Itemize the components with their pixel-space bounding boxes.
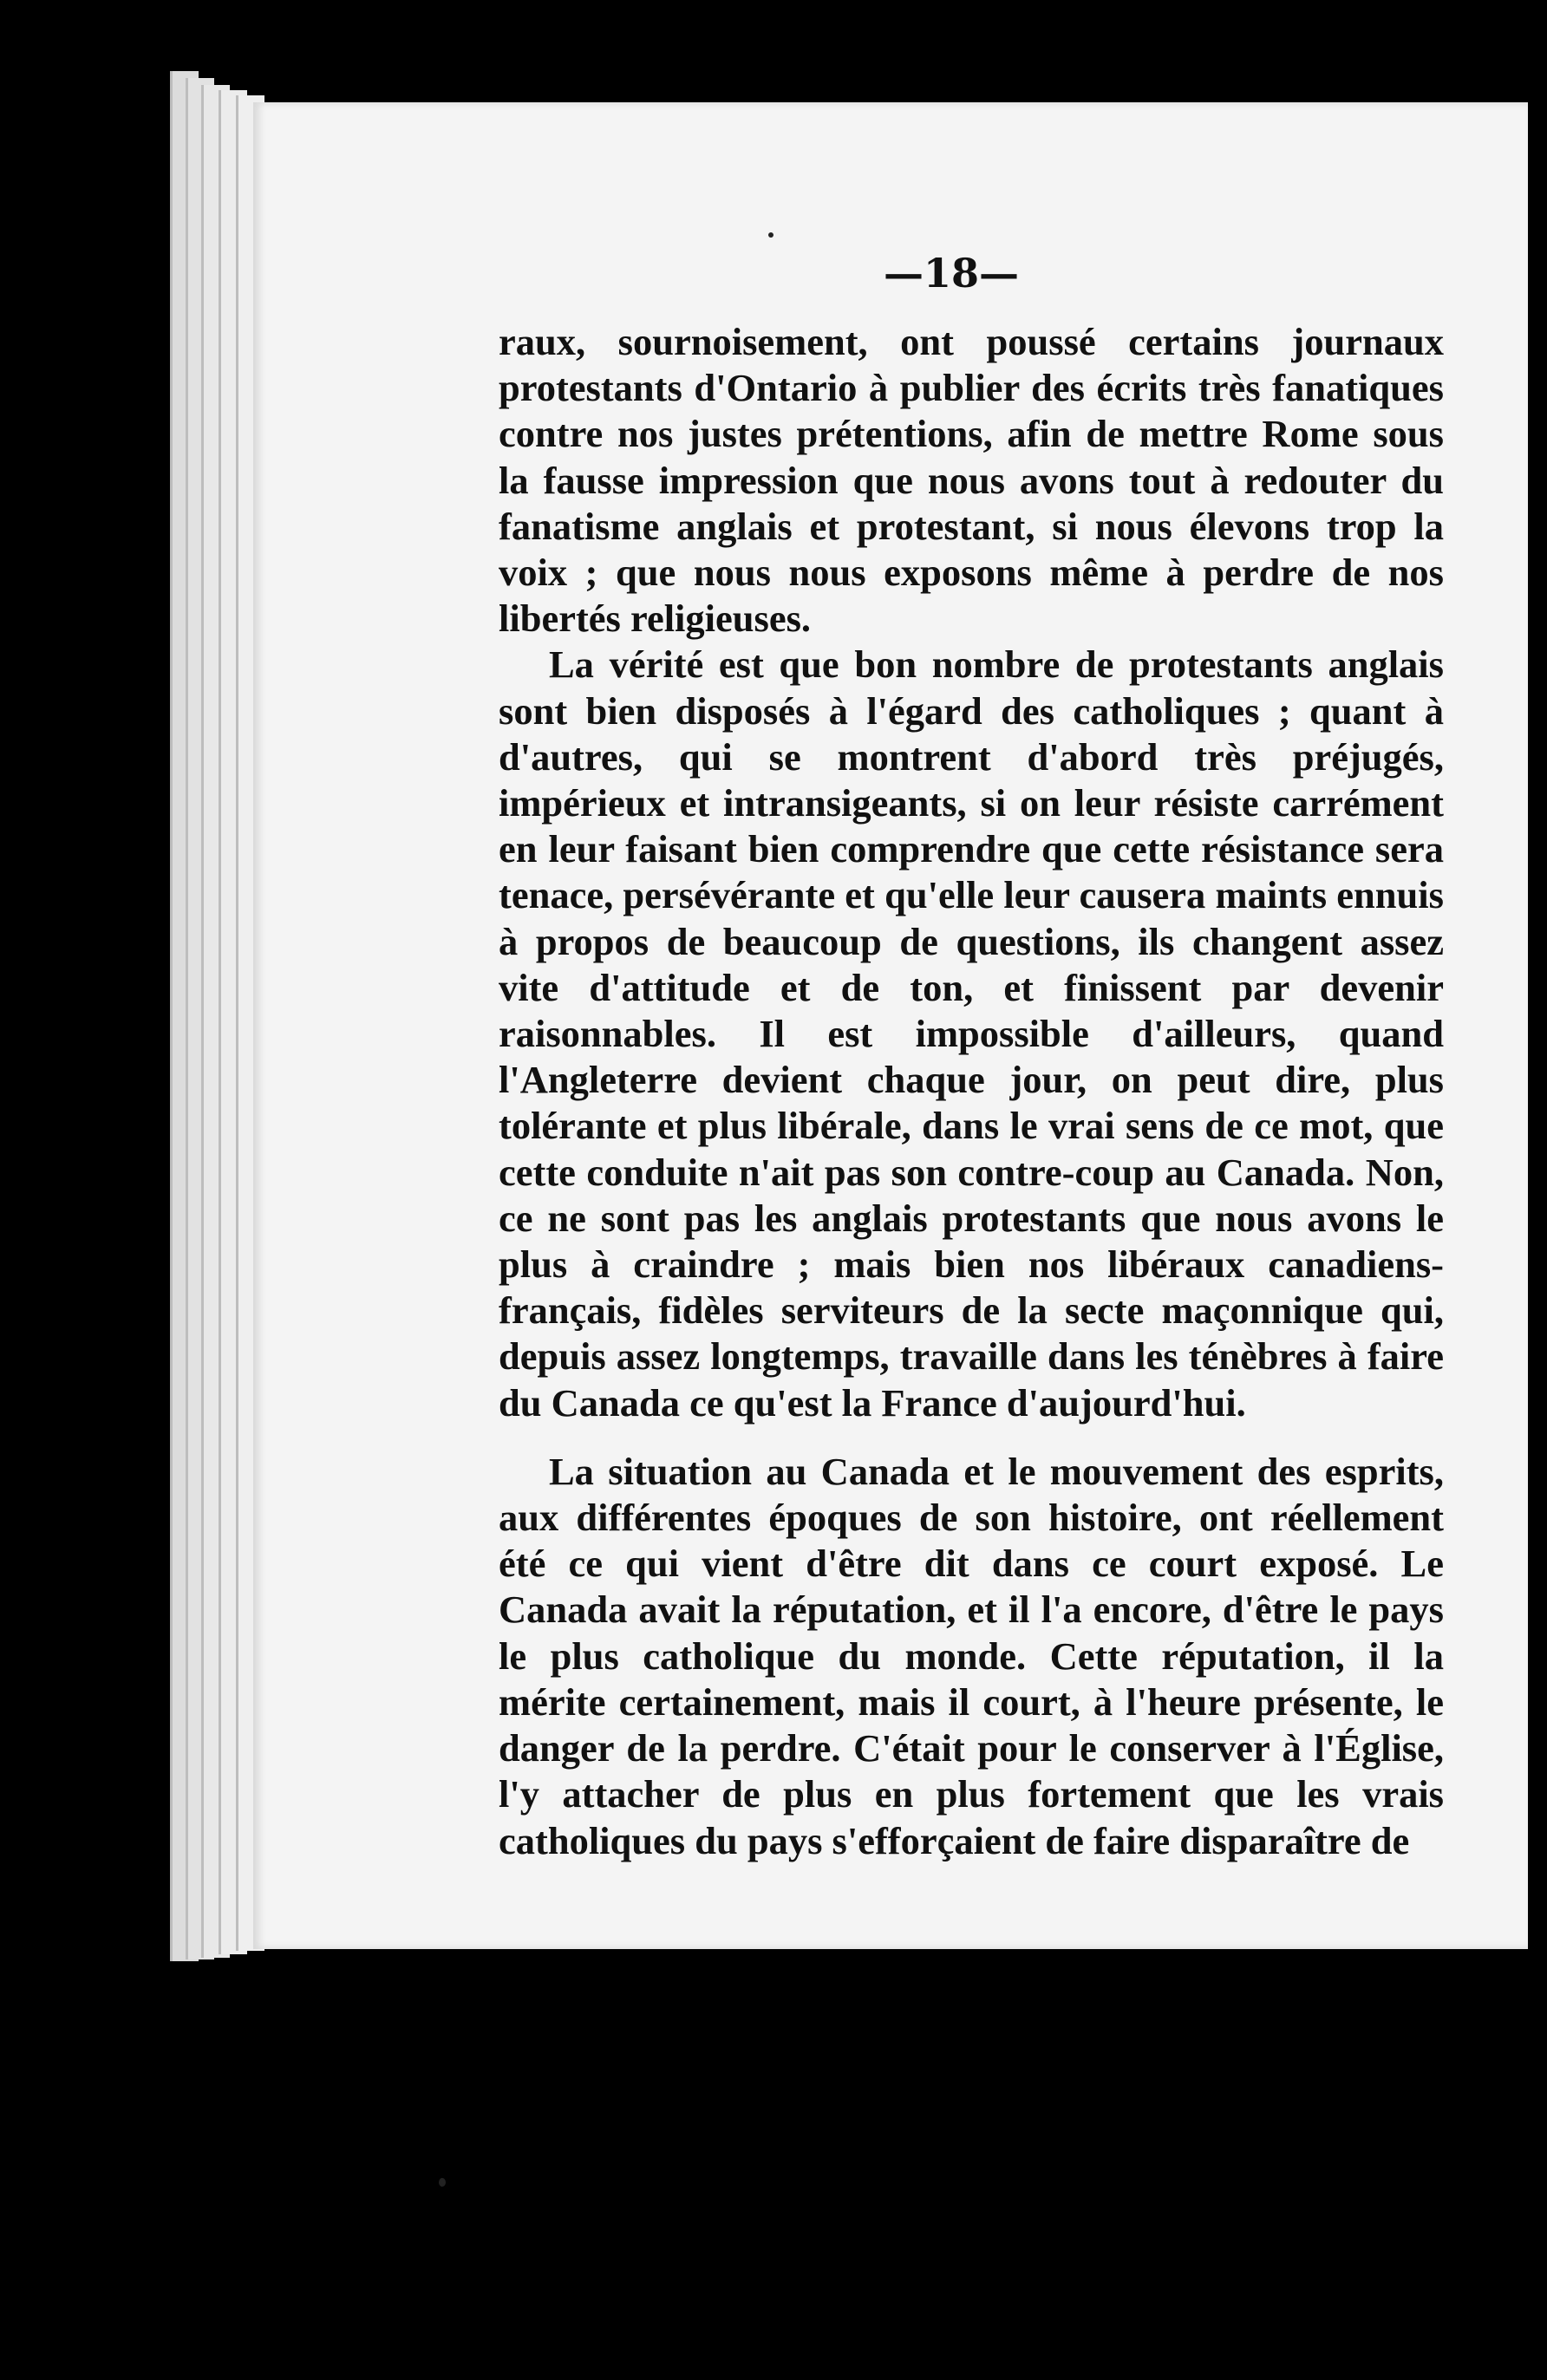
dust-speck [768,232,774,238]
body-text [499,319,1444,1864]
page-number: —18— [883,250,1019,297]
book-page [253,102,1528,1949]
paragraph: La situation au Canada et le mouvement des esprits, aux différentes époques de son histoire, ont réellement été ce qui vient d'être dit dans ce court exposé. Le Canada avait la réputation, et il l'a encore, d'être le pays le plus catholique du monde. Cette réputation, il la mérite certainement, mais il court, à l'heure présente, le danger de la perdre. C'était pour le conserver à l'Église, l'y attacher de plus en plus fortement que les vrais catholiques du pays s'efforçaient de faire disparaître de [499,1449,1444,1862]
dust-speck [439,2178,446,2187]
paragraph-continuation: raux, sournoisement, ont poussé certains journaux protestants d'Ontario à publier des écrits très fanatiques contre nos justes prétentions, afin de mettre Rome sous la fausse impression que nous avons tout à redouter du fanatisme anglais et protestant, si nous élevons trop la voix ; que nous nous exposons même à perdre de nos libertés religieuses. [499,320,1444,641]
paragraph: La vérité est que bon nombre de protestants anglais sont bien disposés à l'égard des catholiques ; quant à d'autres, qui se montrent d'abord très préjugés, impérieux et intransigeants, si on leur résiste carrément en leur faisant bien comprendre que cette résistance sera tenace, persévérante et qu'elle leur causera maints ennuis à propos de beaucoup de questions, ils changent assez vite d'attitude et de ton, et finissent par devenir raisonnables. Il est impossible d'ailleurs, quand l'Angleterre devient chaque jour, on peut dire, plus tolérante et plus libérale, dans le vrai sens de ce mot, que cette conduite n'ait pas son contre-coup au Canada. Non, ce ne sont pas les anglais protestants que nous avons le plus à craindre ; mais bien nos libéraux canadiens-français, fidèles serviteurs de la secte maçonnique qui, depuis assez longtemps, travaille dans les ténèbres à faire du Canada ce qu'est la France d'aujourd'hui. [499,642,1444,1425]
